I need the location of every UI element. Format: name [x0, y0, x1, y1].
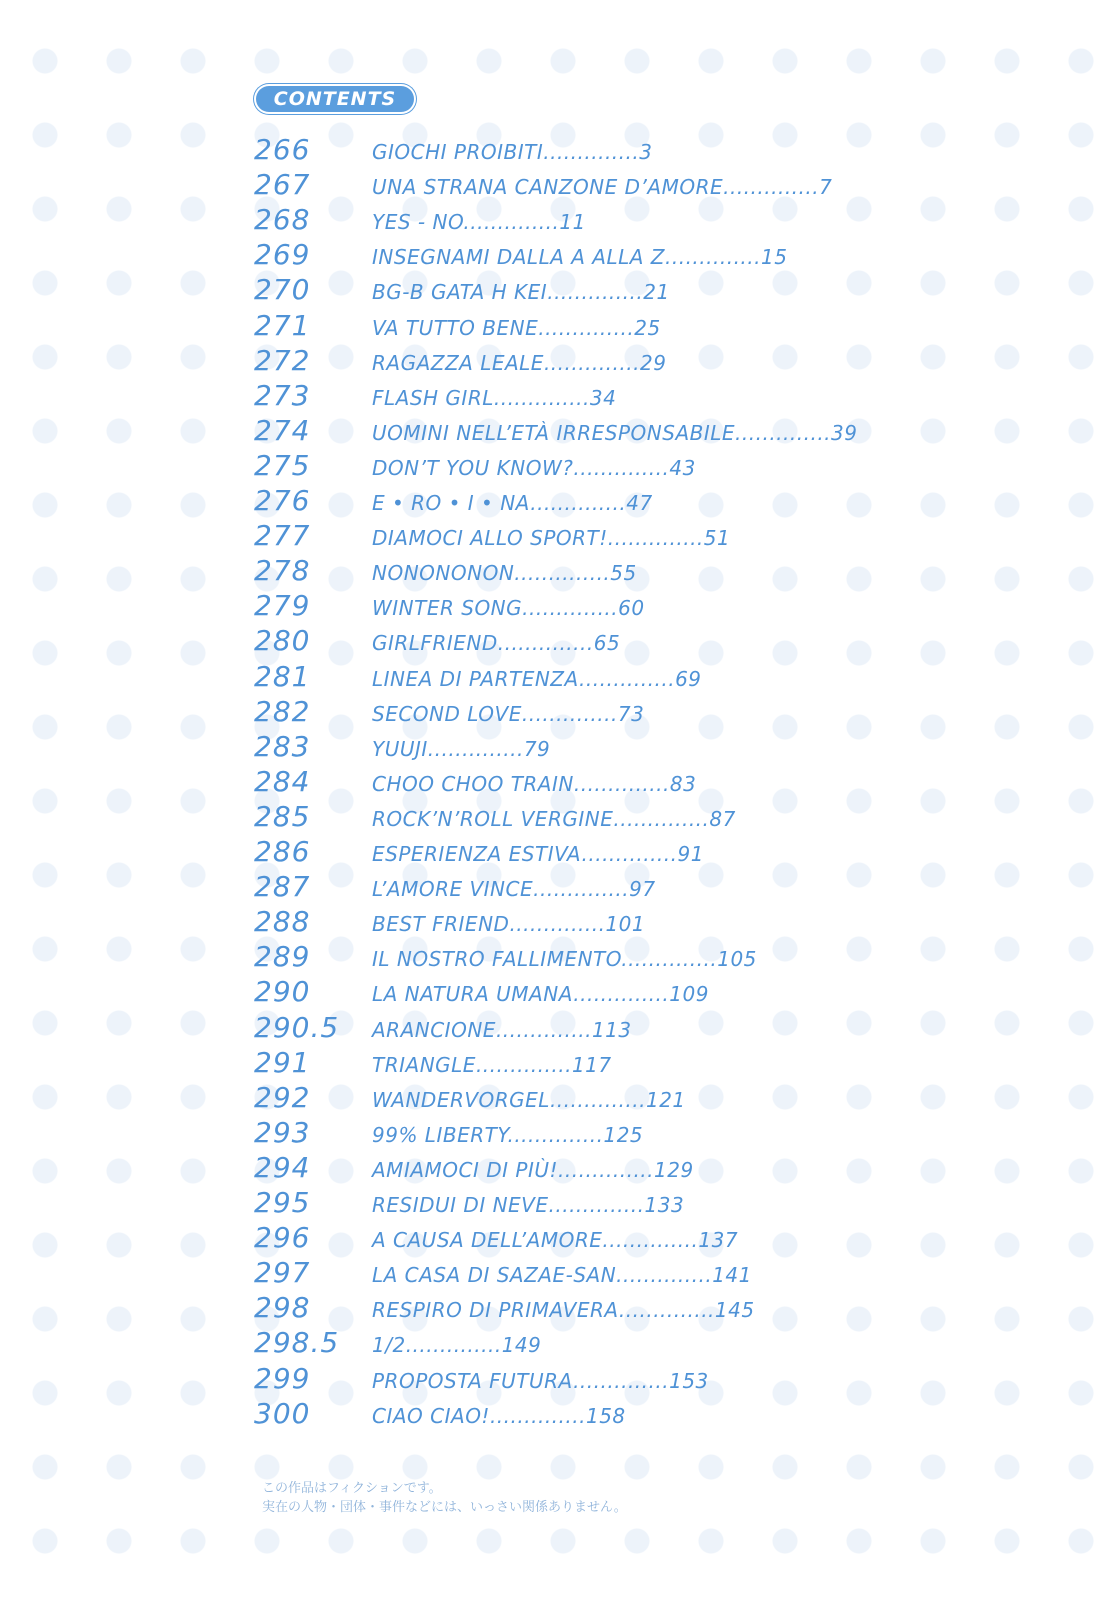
chapter-title: 99% LIBERTY [372, 1123, 508, 1147]
chapter-number: 286 [254, 835, 311, 868]
chapter-title: BG-B GATA H KEI [372, 280, 548, 304]
chapter-entry [372, 1192, 684, 1218]
chapter-number: 287 [254, 870, 311, 903]
chapter-entry [372, 841, 704, 867]
page-number: 39 [831, 421, 858, 445]
dot-leader: .............. [573, 456, 670, 480]
page-number: 137 [698, 1228, 739, 1252]
chapter-entry [372, 981, 709, 1007]
page-number: 158 [585, 1404, 626, 1428]
page-number: 25 [634, 316, 661, 340]
chapter-number: 298 [254, 1291, 311, 1324]
chapter-title: FLASH GIRL [372, 386, 494, 410]
disclaimer-line-2: 実在の人物・団体・事件などには、いっさい関係ありません。 [262, 1500, 627, 1515]
dot-leader: .............. [427, 737, 524, 761]
dot-leader: .............. [507, 1123, 604, 1147]
page-number: 7 [819, 175, 833, 199]
page-number: 149 [501, 1333, 542, 1357]
page-number: 129 [654, 1158, 694, 1182]
chapter-entry [372, 1052, 612, 1078]
chapter-entry [372, 876, 656, 902]
chapter-number: 275 [254, 449, 311, 482]
dot-leader: .............. [621, 947, 718, 971]
page-number: 133 [644, 1193, 685, 1217]
chapter-entry [372, 1368, 709, 1394]
chapter-number: 291 [254, 1046, 311, 1079]
chapter-entry [372, 350, 666, 376]
chapter-title: GIOCHI PROIBITI [372, 140, 544, 164]
dot-leader: .............. [489, 1404, 586, 1428]
chapter-title: GIRLFRIEND [372, 631, 498, 655]
chapter-number: 269 [254, 238, 311, 271]
chapter-number: 296 [254, 1221, 311, 1254]
chapter-number: 300 [254, 1397, 311, 1430]
page-number: 141 [712, 1263, 752, 1287]
dot-leader: .............. [548, 1193, 645, 1217]
chapter-number: 289 [254, 940, 311, 973]
chapter-entry [372, 666, 702, 692]
dot-leader: .............. [538, 316, 635, 340]
chapter-number: 278 [254, 554, 311, 587]
chapter-number: 280 [254, 624, 311, 657]
dot-leader: .............. [514, 561, 611, 585]
dot-leader: .............. [521, 702, 618, 726]
chapter-entry [372, 315, 661, 341]
chapter-entry [372, 1262, 752, 1288]
chapter-number: 277 [254, 519, 311, 552]
chapter-number: 285 [254, 800, 311, 833]
chapter-number: 283 [254, 730, 311, 763]
chapter-entry [372, 525, 730, 551]
chapter-entry [372, 595, 645, 621]
page-number: 43 [669, 456, 696, 480]
dot-leader: .............. [463, 210, 560, 234]
chapter-entry [372, 771, 696, 797]
chapter-number: 270 [254, 273, 311, 306]
dot-leader: .............. [581, 842, 678, 866]
chapter-title: RESPIRO DI PRIMAVERA [372, 1298, 619, 1322]
page-number: 21 [643, 280, 670, 304]
dot-leader: .............. [735, 421, 832, 445]
chapter-number: 290.5 [254, 1011, 340, 1044]
page-number: 60 [618, 596, 645, 620]
dot-leader: .............. [602, 1228, 699, 1252]
page-number: 34 [589, 386, 617, 410]
chapter-number: 274 [254, 414, 311, 447]
chapter-title: WANDERVORGEL [372, 1088, 550, 1112]
page-number: 87 [709, 807, 736, 831]
chapter-title: LA CASA DI SAZAE-SAN [372, 1263, 617, 1287]
chapter-title: WINTER SONG [372, 596, 523, 620]
chapter-title: RAGAZZA LEALE [372, 351, 544, 375]
dot-leader: .............. [475, 1053, 572, 1077]
page-number: 15 [761, 245, 788, 269]
dot-leader: .............. [495, 1018, 592, 1042]
chapter-title: UOMINI NELL’ETÀ IRRESPONSABILE [372, 421, 736, 445]
page-number: 55 [610, 561, 637, 585]
page-number: 47 [626, 491, 653, 515]
chapter-title: RESIDUI DI NEVE [372, 1193, 549, 1217]
page-number: 153 [669, 1369, 709, 1393]
page-number: 145 [714, 1298, 755, 1322]
chapter-title: IL NOSTRO FALLIMENTO [372, 947, 622, 971]
chapter-title: A CAUSA DELL’AMORE [372, 1228, 603, 1252]
chapter-number: 271 [254, 309, 311, 342]
page-number: 3 [639, 140, 653, 164]
dot-leader: .............. [530, 491, 627, 515]
chapter-title: BEST FRIEND [372, 912, 510, 936]
dot-leader: .............. [547, 280, 644, 304]
chapter-entry [372, 174, 832, 200]
dot-leader: .............. [616, 1263, 713, 1287]
chapter-entry [372, 244, 787, 270]
chapter-title: NONONONON [372, 561, 515, 585]
chapter-number: 298.5 [254, 1326, 340, 1359]
page-number: 79 [523, 737, 551, 761]
chapter-entry [372, 806, 736, 832]
chapter-entry [372, 1227, 738, 1253]
chapter-title: 1/2 [372, 1333, 406, 1357]
chapter-number: 294 [254, 1151, 311, 1184]
page-number: 97 [629, 877, 656, 901]
chapter-title: DON’T YOU KNOW? [372, 456, 574, 480]
chapter-entry [372, 209, 586, 235]
chapter-number: 266 [254, 133, 311, 166]
chapter-title: YUUJI [372, 737, 428, 761]
chapter-title: ARANCIONE [372, 1018, 496, 1042]
chapter-title: E • RO • I • NA [372, 491, 531, 515]
chapter-number: 268 [254, 203, 311, 236]
page-number: 83 [669, 772, 697, 796]
chapter-entry [372, 1122, 643, 1148]
page-number: 29 [639, 351, 667, 375]
dot-leader: .............. [543, 351, 640, 375]
page-number: 51 [703, 526, 731, 550]
page-number: 91 [677, 842, 704, 866]
dot-leader: .............. [549, 1088, 646, 1112]
chapter-number: 288 [254, 905, 311, 938]
chapter-entry [372, 1332, 541, 1358]
chapter-title: TRIANGLE [372, 1053, 476, 1077]
dot-leader: .............. [579, 667, 676, 691]
page-number: 65 [593, 631, 621, 655]
chapter-entry [372, 701, 644, 727]
chapter-title: PROPOSTA FUTURA [372, 1369, 574, 1393]
dot-leader: .............. [573, 1369, 670, 1393]
chapter-entry [372, 946, 757, 972]
chapter-number: 273 [254, 379, 311, 412]
page-number: 11 [559, 210, 586, 234]
chapter-entry [372, 490, 653, 516]
dot-leader: .............. [405, 1333, 502, 1357]
chapter-title: ROCK’N’ROLL VERGINE [372, 807, 614, 831]
chapter-number: 281 [254, 660, 311, 693]
chapter-entry [372, 1157, 694, 1183]
dot-leader: .............. [543, 140, 640, 164]
chapter-title: L’AMORE VINCE [372, 877, 534, 901]
chapter-number: 293 [254, 1116, 311, 1149]
chapter-entry [372, 911, 645, 937]
chapter-number: 267 [254, 168, 311, 201]
contents-badge: CONTENTS [256, 86, 414, 112]
page-number: 73 [617, 702, 645, 726]
chapter-entry [372, 455, 696, 481]
chapter-title: INSEGNAMI DALLA A ALLA Z [372, 245, 665, 269]
chapter-entry [372, 1297, 755, 1323]
chapter-entry [372, 1403, 626, 1429]
chapter-number: 282 [254, 695, 311, 728]
dot-leader: .............. [533, 877, 630, 901]
chapter-title: VA TUTTO BENE [372, 316, 539, 340]
chapter-number: 295 [254, 1186, 311, 1219]
dot-leader: .............. [665, 245, 762, 269]
dot-leader: .............. [613, 807, 710, 831]
chapter-title: LINEA DI PARTENZA [372, 667, 580, 691]
dot-leader: .............. [573, 982, 670, 1006]
chapter-entry [372, 1017, 632, 1043]
chapter-entry [372, 630, 620, 656]
chapter-entry [372, 385, 616, 411]
dot-leader: .............. [497, 631, 594, 655]
dot-leader: .............. [618, 1298, 715, 1322]
dot-leader: .............. [493, 386, 590, 410]
chapter-title: UNA STRANA CANZONE D’AMORE [372, 175, 724, 199]
page-number: 105 [717, 947, 757, 971]
chapter-title: LA NATURA UMANA [372, 982, 574, 1006]
chapter-entry [372, 560, 637, 586]
page-number: 69 [675, 667, 702, 691]
chapter-title: SECOND LOVE [372, 702, 522, 726]
chapter-title: CIAO CIAO! [372, 1404, 490, 1428]
page-number: 109 [669, 982, 709, 1006]
page-number: 121 [645, 1088, 686, 1112]
chapter-entry [372, 1087, 686, 1113]
chapter-number: 272 [254, 344, 311, 377]
chapter-entry [372, 736, 550, 762]
dot-leader: .............. [723, 175, 820, 199]
page-number: 113 [591, 1018, 632, 1042]
chapter-number: 279 [254, 589, 311, 622]
chapter-number: 276 [254, 484, 311, 517]
chapter-number: 297 [254, 1256, 311, 1289]
chapter-number: 299 [254, 1362, 311, 1395]
chapter-title: CHOO CHOO TRAIN [372, 772, 574, 796]
dot-leader: .............. [573, 772, 670, 796]
dot-leader: .............. [607, 526, 704, 550]
chapter-title: DIAMOCI ALLO SPORT! [372, 526, 608, 550]
chapter-title: ESPERIENZA ESTIVA [372, 842, 582, 866]
dot-leader: .............. [522, 596, 619, 620]
page-number: 117 [571, 1053, 612, 1077]
page-number: 125 [603, 1123, 644, 1147]
disclaimer-line-1: この作品はフィクションです。 [262, 1481, 442, 1496]
chapter-title: YES - NO [372, 210, 464, 234]
chapter-number: 284 [254, 765, 311, 798]
chapter-entry [372, 420, 858, 446]
chapter-entry [372, 139, 652, 165]
page-number: 101 [605, 912, 646, 936]
chapter-entry [372, 279, 670, 305]
chapter-number: 290 [254, 975, 311, 1008]
dot-leader: .............. [509, 912, 606, 936]
chapter-number: 292 [254, 1081, 311, 1114]
chapter-title: AMIAMOCI DI PIÙ! [372, 1158, 559, 1182]
fiction-disclaimer [262, 1479, 627, 1517]
dot-leader: .............. [558, 1158, 655, 1182]
